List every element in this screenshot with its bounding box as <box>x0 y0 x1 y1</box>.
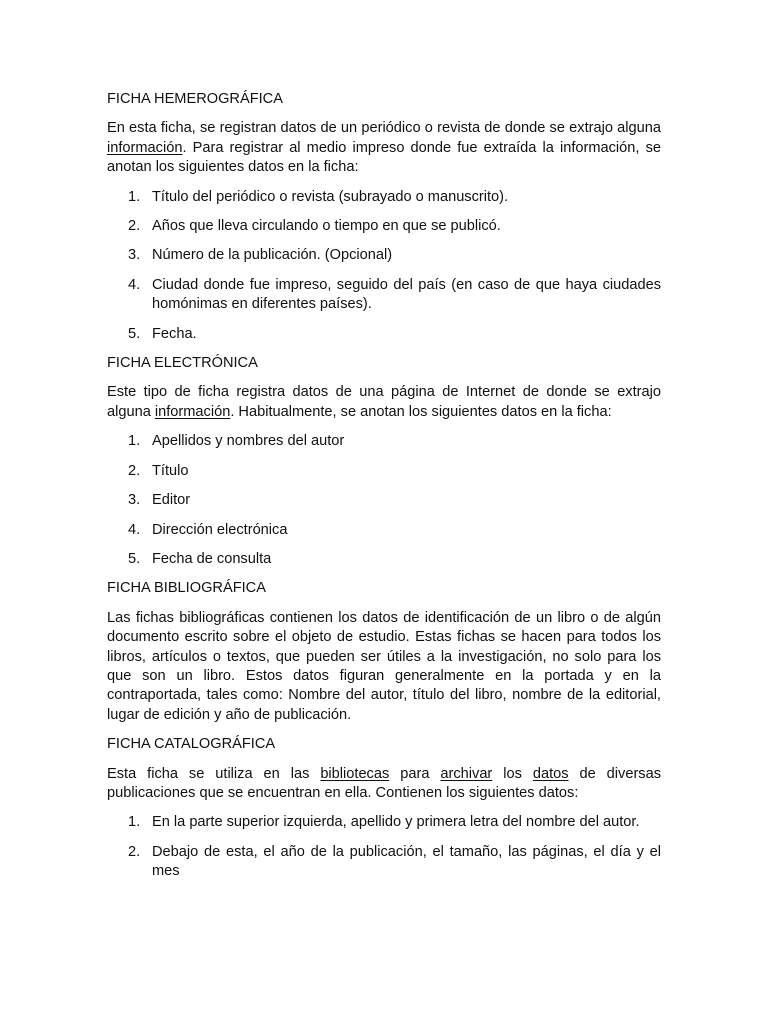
section-intro-electronica: Este tipo de ficha registra datos de una página de Internet de donde se extrajo alguna información. Habitualmente, se anotan los siguientes datos en la ficha: <box>107 384 661 420</box>
list-catalografica <box>107 813 661 881</box>
link-informacion[interactable]: información <box>107 139 183 156</box>
link-archivar[interactable]: archivar <box>440 765 493 782</box>
list-item: 4. Dirección electrónica <box>128 521 288 538</box>
list-item: 1. En la parte superior izquierda, apellido y primera letra del nombre del autor. <box>128 814 640 831</box>
section-heading-catalografica: FICHA CATALOGRÁFICA <box>107 736 276 753</box>
section-intro-hemerografica: En esta ficha, se registran datos de un periódico o revista de donde se extrajo alguna información. Para registrar al medio impreso donde fue extraída la información, se anotan los siguientes datos en la ficha: <box>107 120 661 176</box>
link-bibliotecas[interactable]: bibliotecas <box>320 765 390 782</box>
section-heading-bibliografica: FICHA BIBLIOGRÁFICA <box>107 580 266 597</box>
section-body-bibliografica: Las fichas bibliográficas contienen los datos de identificación de un libro o de algún documento escrito sobre el objeto de estudio. Estas fichas se hacen para todos los libros, artículos o textos, que pueden ser útiles a la investigación, no solo para los que son un libro. Estos datos figuran generalmente en la portada y en la contraportada, tales como: Nombre del autor, título del libro, nombre de la editorial, lugar de edición y año de publicación. <box>107 609 661 723</box>
list-item: 1. Título del periódico o revista (subrayado o manuscrito). <box>128 188 509 205</box>
section-heading-hemerografica: FICHA HEMEROGRÁFICA <box>107 91 283 107</box>
list-item: 3. Editor <box>128 492 191 509</box>
list-item: 5. Fecha. <box>128 325 197 342</box>
list-electronica <box>107 432 661 569</box>
section-intro-catalografica: Esta ficha se utiliza en las bibliotecas para archivar los datos de diversas publicaciones que se encuentran en ella. Contienen los siguientes datos: <box>107 765 662 801</box>
link-datos[interactable]: datos <box>532 765 569 782</box>
list-item: 4. Ciudad donde fue impreso, seguido del país (en caso de que haya ciudades homónimas en diferentes países). <box>128 276 661 313</box>
list-item: 5. Fecha de consulta <box>128 550 272 567</box>
list-item: 1. Apellidos y nombres del autor <box>128 433 345 450</box>
list-hemerografica <box>107 188 661 344</box>
list-item: 2. Debajo de esta, el año de la publicación, el tamaño, las páginas, el día y el mes <box>128 843 661 880</box>
link-informacion[interactable]: información <box>154 403 231 420</box>
list-item: 2. Años que lleva circulando o tiempo en que se publicó. <box>128 218 501 235</box>
list-item: 3. Número de la publicación. (Opcional) <box>128 247 393 264</box>
list-item: 2. Título <box>128 462 189 479</box>
section-heading-electronica: FICHA ELECTRÓNICA <box>107 355 258 372</box>
document-page <box>107 90 661 892</box>
